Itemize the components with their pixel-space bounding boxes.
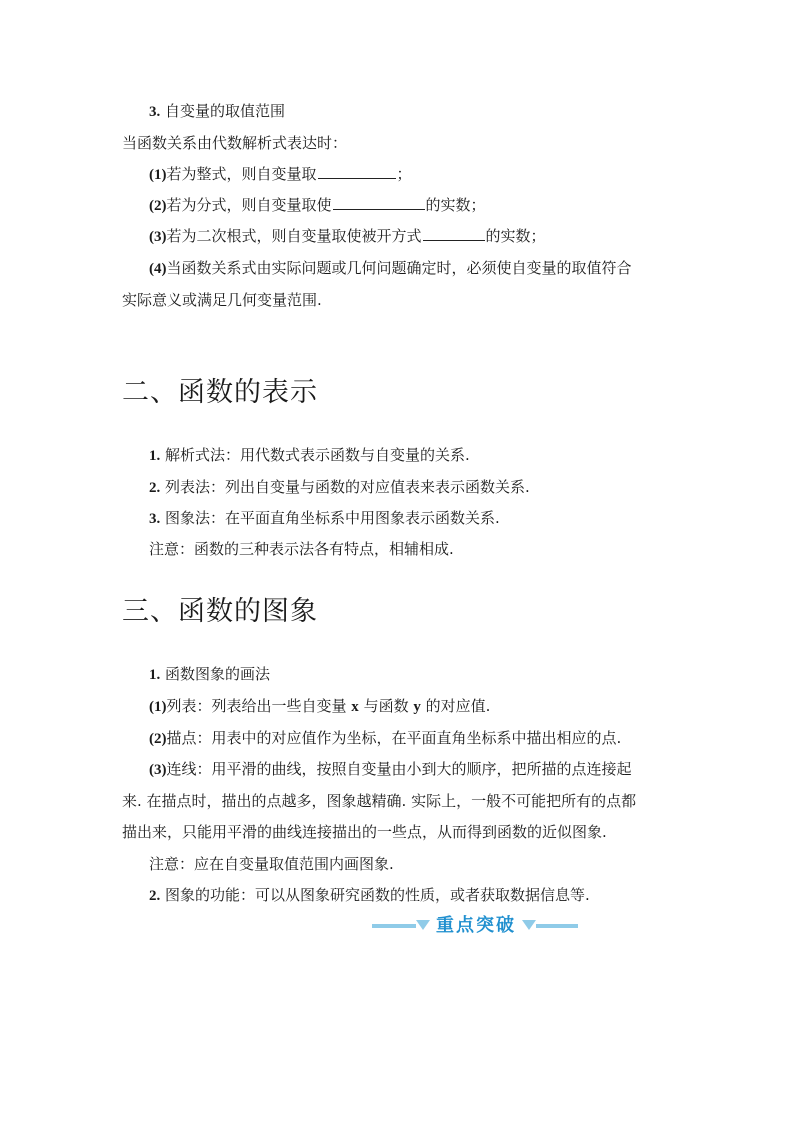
graph-step-1: (1)列表：列表给出一些自变量 x 与函数 y 的对应值. [149, 697, 491, 715]
range-rule-4-cont: 实际意义或满足几何变量范围. [122, 291, 322, 309]
banner-left-arrow-icon [416, 920, 430, 930]
representation-item: 3. 图象法：在平面直角坐标系中用图象表示函数关系. [149, 509, 500, 527]
section-heading-representation: 二、函数的表示 [122, 377, 318, 408]
intro-text: 当函数关系由代数解析式表达时： [122, 134, 348, 152]
fill-blank[interactable] [318, 164, 396, 179]
range-rule-2: (2)若为分式，则自变量取使 的实数； [149, 196, 486, 214]
range-rule-3: (3)若为二次根式，则自变量取使被开方式 的实数； [149, 227, 546, 245]
graph-step-3: (3)连线：用平滑的曲线，按照自变量由小到大的顺序，把所描的点连接起 [149, 760, 632, 778]
fill-blank[interactable] [333, 195, 425, 210]
graph-step-2: (2)描点：用表中的对应值作为坐标，在平面直角坐标系中描出相应的点. [149, 729, 622, 747]
fill-blank[interactable] [423, 226, 485, 241]
representation-item: 2. 列表法：列出自变量与函数的对应值表来表示函数关系. [149, 478, 530, 496]
graph-item-1-title: 1. 函数图象的画法 [149, 665, 271, 683]
graph-item-2: 2. 图象的功能：可以从图象研究函数的性质，或者获取数据信息等. [149, 886, 590, 904]
range-rule-1: (1)若为整式，则自变量取 ； [149, 165, 412, 183]
graph-step-3-cont: 来. 在描点时，描出的点越多，图象越精确. 实际上，一般不可能把所有的点都 [122, 792, 637, 810]
representation-item: 1. 解析式法：用代数式表示函数与自变量的关系. [149, 446, 470, 464]
item-3-title: 3. 自变量的取值范围 [149, 102, 286, 120]
key-points-banner [372, 912, 578, 940]
section-heading-graph: 三、函数的图象 [122, 596, 318, 627]
graph-note: 注意：应在自变量取值范围内画图象. [149, 855, 394, 873]
banner-title: 重点突破 [436, 915, 516, 936]
banner-right-bar [536, 924, 578, 928]
banner-left-bar [372, 924, 416, 928]
representation-note: 注意：函数的三种表示法各有特点，相辅相成. [149, 540, 454, 558]
range-rule-4: (4)当函数关系式由实际问题或几何问题确定时，必须使自变量的取值符合 [149, 259, 632, 277]
graph-step-3-cont: 描出来，只能用平滑的曲线连接描出的一些点，从而得到函数的近似图象. [122, 823, 607, 841]
banner-right-arrow-icon [522, 920, 536, 930]
